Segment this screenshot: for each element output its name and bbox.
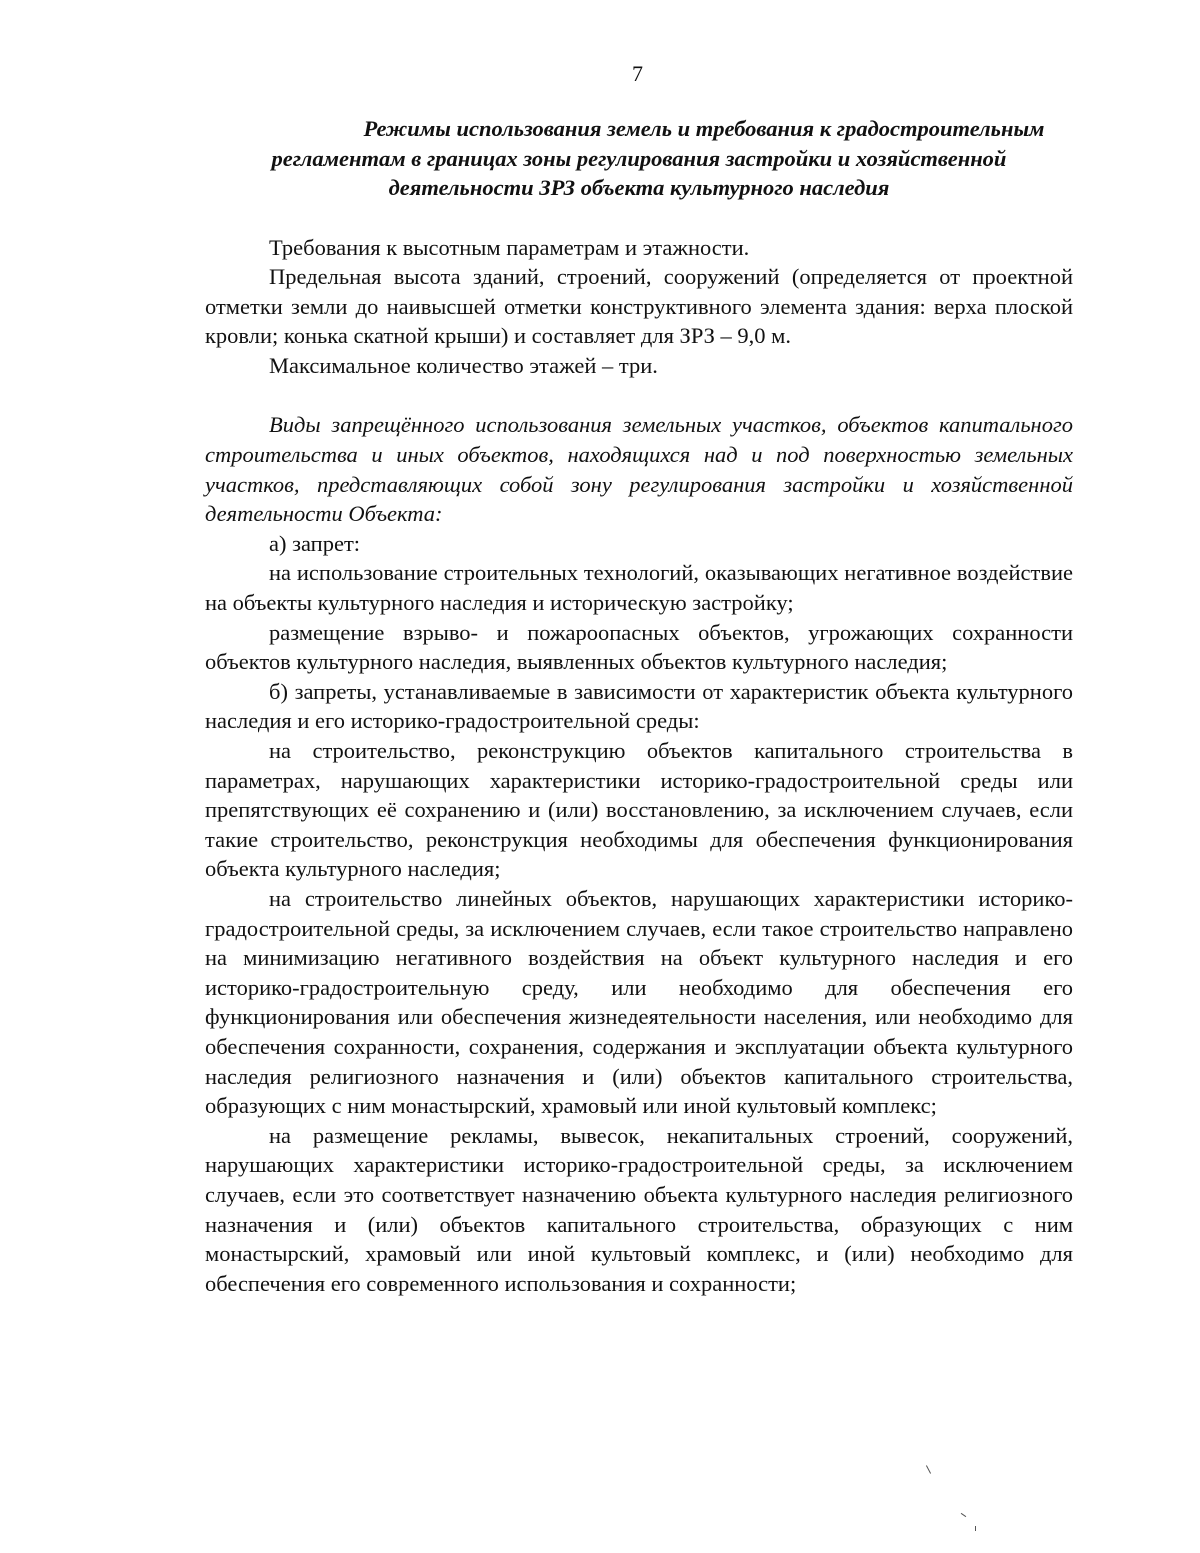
paragraph-construction: на строительство, реконструкцию объектов капитального строительства в параметрах, нарушающих характеристики историко-градостроительной среды или препятствующих её сохранению и (или) восстановлению, за исключением случаев, если такие строительство, реконструкция необходимы для обеспечения функционирования объекта культурного наследия; [205,738,1073,882]
section-heading [205,114,1073,203]
page-number: 7 [632,61,643,86]
heading-line: регламентам в границах зоны регулирования застройки и хозяйственной [271,145,1007,171]
paragraph-linear-objects: на строительство линейных объектов, нарушающих характеристики историко-градостроительной среды, за исключением случаев, если такое строительство направлено на минимизацию негативного воздействия на объект культурного наследия и его историко-градостроительную среду, или необходимо для обеспечения его функционирования или обеспечения жизнедеятельности населения, или необходимо для обеспечения сохранности, сохранения, содержания и эксплуатации объекта культурного наследия религиозного назначения и (или) объектов капитального строительства, образующих с ним монастырский, храмовый или иной культовый комплекс; [205,885,1073,1119]
heading-line: деятельности ЗРЗ объекта культурного наследия [388,175,890,200]
paragraph-hazardous-objects: размещение взрыво- и пожароопасных объектов, угрожающих сохранности объектов культурного наследия, выявленных объектов культурного наследия; [205,619,1073,675]
body-text [205,233,1073,1299]
paragraph-item-b: б) запреты, устанавливаемые в зависимости от характеристик объекта культурного наследия и его историко-градостроительной среды: [205,678,1073,734]
paragraph-item-a: а) запрет: [269,530,361,556]
page-content [205,114,1073,1298]
heading-line: Режимы использования земель и требования к градостроительным [363,116,1045,141]
paragraph-height-requirements: Требования к высотным параметрам и этажности. [269,234,750,260]
scan-artifact [926,1465,931,1473]
scan-artifact [961,1513,966,1517]
scan-artifact [975,1526,976,1531]
paragraph-advertising: на размещение рекламы, вывесок, некапитальных строений, сооружений, нарушающих характеристики историко-градостроительной среды, за исключением случаев, если это соответствует назначению объекта культурного наследия религиозного назначения и (или) объектов капитального строительства, образующих с ним монастырский, храмовый или иной культовый комплекс, и (или) необходимо для обеспечения его современного использования и сохранности; [205,1122,1073,1296]
paragraph-prohibited-uses: Виды запрещённого использования земельных участков, объектов капитального строительства и иных объектов, находящихся над и под поверхностью земельных участков, представляющих собой зону регулирования застройки и хозяйственной деятельности Объекта: [205,412,1073,527]
paragraph-max-floors: Максимальное количество этажей – три. [269,352,658,378]
paragraph-max-height: Предельная высота зданий, строений, сооружений (определяется от проектной отметки земли до наивысшей отметки конструктивного элемента здания: верха плоской кровли; конька скатной крыши) и составляет для ЗРЗ – 9,0 м. [205,264,1073,349]
paragraph-technologies: на использование строительных технологий, оказывающих негативное воздействие на объекты культурного наследия и историческую застройку; [205,560,1073,616]
